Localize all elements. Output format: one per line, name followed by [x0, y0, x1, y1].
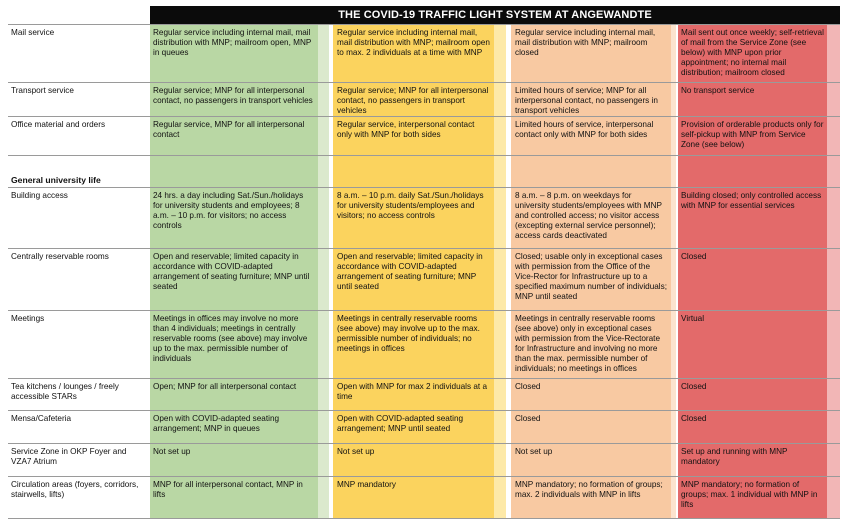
- yellow-cell: MNP mandatory: [337, 480, 397, 489]
- row-label: Meetings: [11, 314, 45, 323]
- red-cell: Building closed; only controlled access with MNP for essential services: [681, 191, 822, 210]
- green-cell: Open; MNP for all interpersonal contact: [153, 382, 297, 391]
- red-cell: No transport service: [681, 86, 755, 95]
- row-divider: [8, 248, 840, 249]
- green-cell: Regular service, MNP for all interpersonal contact: [153, 120, 305, 139]
- red-cell: Provision of orderable products only for self-pickup with MNP from Service Zone (see below): [681, 120, 824, 149]
- orange-cell: MNP mandatory; no formation of groups; max. 2 individuals with MNP in lifts: [515, 480, 663, 499]
- yellow-cell: Regular service including internal mail, mail distribution with MNP; mailroom open to max. 2 individuals at a time with MNP: [337, 28, 490, 57]
- red-level-column: [678, 24, 827, 519]
- row-divider: [8, 82, 840, 83]
- row-divider: [8, 476, 840, 477]
- orange-cell: Not set up: [515, 447, 553, 456]
- orange-cell: Closed; usable only in exceptional cases with permission from the Office of the Vice-Rector for Infrastructure up to a specified maximum number of individuals; MNP until seated: [515, 252, 667, 301]
- yellow-level-strip: [494, 24, 506, 519]
- green-cell: Regular service; MNP for all interpersonal contact, no passengers in transport vehicles: [153, 86, 313, 105]
- orange-cell: 8 a.m. – 8 p.m. on weekdays for university students/employees with MNP and controlled access; no visitor access (excepting external service personnel); access cards deactivated: [515, 191, 662, 240]
- row-divider: [8, 310, 840, 311]
- row-label: Tea kitchens / lounges / freely accessible STARs: [11, 382, 119, 401]
- row-divider: [8, 518, 840, 519]
- row-divider: [8, 443, 840, 444]
- row-label: Centrally reservable rooms: [11, 252, 109, 261]
- orange-cell: Meetings in centrally reservable rooms (see above) only in exceptional cases with permission from the Vice-Rectorate for Infrastructure and involving no more than the max. permissible number of individuals; no meetings in offices: [515, 314, 661, 373]
- red-level-strip: [827, 24, 840, 519]
- row-divider: [8, 116, 840, 117]
- row-label: Circulation areas (foyers, corridors, stairwells, lifts): [11, 480, 139, 499]
- green-cell: Not set up: [153, 447, 191, 456]
- yellow-cell: Open with COVID-adapted seating arrangement; MNP until seated: [337, 414, 464, 433]
- green-cell: MNP for all interpersonal contact, MNP in lifts: [153, 480, 303, 499]
- row-label: Mensa/Cafeteria: [11, 414, 72, 423]
- green-cell: Open with COVID-adapted seating arrangement; MNP in queues: [153, 414, 280, 433]
- green-cell: Open and reservable; limited capacity in accordance with COVID-adapted arrangement of seating furniture; MNP until seated: [153, 252, 310, 291]
- orange-level-strip: [671, 24, 676, 519]
- row-divider: [8, 24, 840, 25]
- yellow-cell: 8 a.m. – 10 p.m. daily Sat./Sun./holidays for university students/employees and visitors; no access controls: [337, 191, 484, 220]
- row-divider: [8, 155, 840, 156]
- row-divider: [8, 187, 840, 188]
- row-label: Service Zone in OKP Foyer and VZA7 Atrium: [11, 447, 127, 466]
- yellow-cell: Open and reservable; limited capacity in accordance with COVID-adapted arrangement of seating furniture; MNP until seated: [337, 252, 483, 291]
- green-cell: 24 hrs. a day including Sat./Sun./holidays for university students and employees; 8 a.m. – 10 p.m. for visitors; no access controls: [153, 191, 304, 230]
- row-label: Transport service: [11, 86, 74, 95]
- orange-cell: Limited hours of service; MNP for all interpersonal contact, no passengers in transport vehicles: [515, 86, 658, 115]
- table-title: THE COVID-19 TRAFFIC LIGHT SYSTEM AT ANGEWANDTE: [150, 6, 840, 24]
- green-cell: Meetings in offices may involve no more than 4 individuals; meetings in centrally reservable rooms (see above) may involve up to the max. permissible number of individuals: [153, 314, 308, 363]
- section-heading: General university life: [11, 175, 101, 185]
- orange-cell: Closed: [515, 382, 541, 391]
- orange-cell: Closed: [515, 414, 541, 423]
- row-divider: [8, 410, 840, 411]
- yellow-cell: Regular service, interpersonal contact only with MNP for both sides: [337, 120, 475, 139]
- red-cell: Closed: [681, 414, 707, 423]
- yellow-cell: Not set up: [337, 447, 375, 456]
- green-level-strip: [318, 24, 329, 519]
- yellow-cell: Meetings in centrally reservable rooms (see above) may involve up to the max. permissible number of individuals; no meetings in offices: [337, 314, 480, 353]
- yellow-cell: Open with MNP for max 2 individuals at a time: [337, 382, 488, 401]
- row-label: Mail service: [11, 28, 55, 37]
- red-cell: Closed: [681, 382, 707, 391]
- red-cell: Virtual: [681, 314, 705, 323]
- row-divider: [8, 378, 840, 379]
- red-cell: Set up and running with MNP mandatory: [681, 447, 788, 466]
- green-cell: Regular service including internal mail, mail distribution with MNP; mailroom open, MNP in queues: [153, 28, 312, 57]
- row-label: Building access: [11, 191, 68, 200]
- row-label: Office material and orders: [11, 120, 106, 129]
- orange-cell: Regular service including internal mail, mail distribution with MNP; mailroom closed: [515, 28, 656, 57]
- red-cell: Mail sent out once weekly; self-retrieval of mail from the Service Zone (see below) with MNP upon prior appointment; no internal mail distribution; mailroom closed: [681, 28, 824, 77]
- red-cell: Closed: [681, 252, 707, 261]
- red-cell: MNP mandatory; no formation of groups; max. 1 individual with MNP in lifts: [681, 480, 818, 509]
- orange-cell: Limited hours of service, interpersonal contact only with MNP for both sides: [515, 120, 654, 139]
- yellow-cell: Regular service; MNP for all interpersonal contact, no passengers in transport vehicles: [337, 86, 489, 115]
